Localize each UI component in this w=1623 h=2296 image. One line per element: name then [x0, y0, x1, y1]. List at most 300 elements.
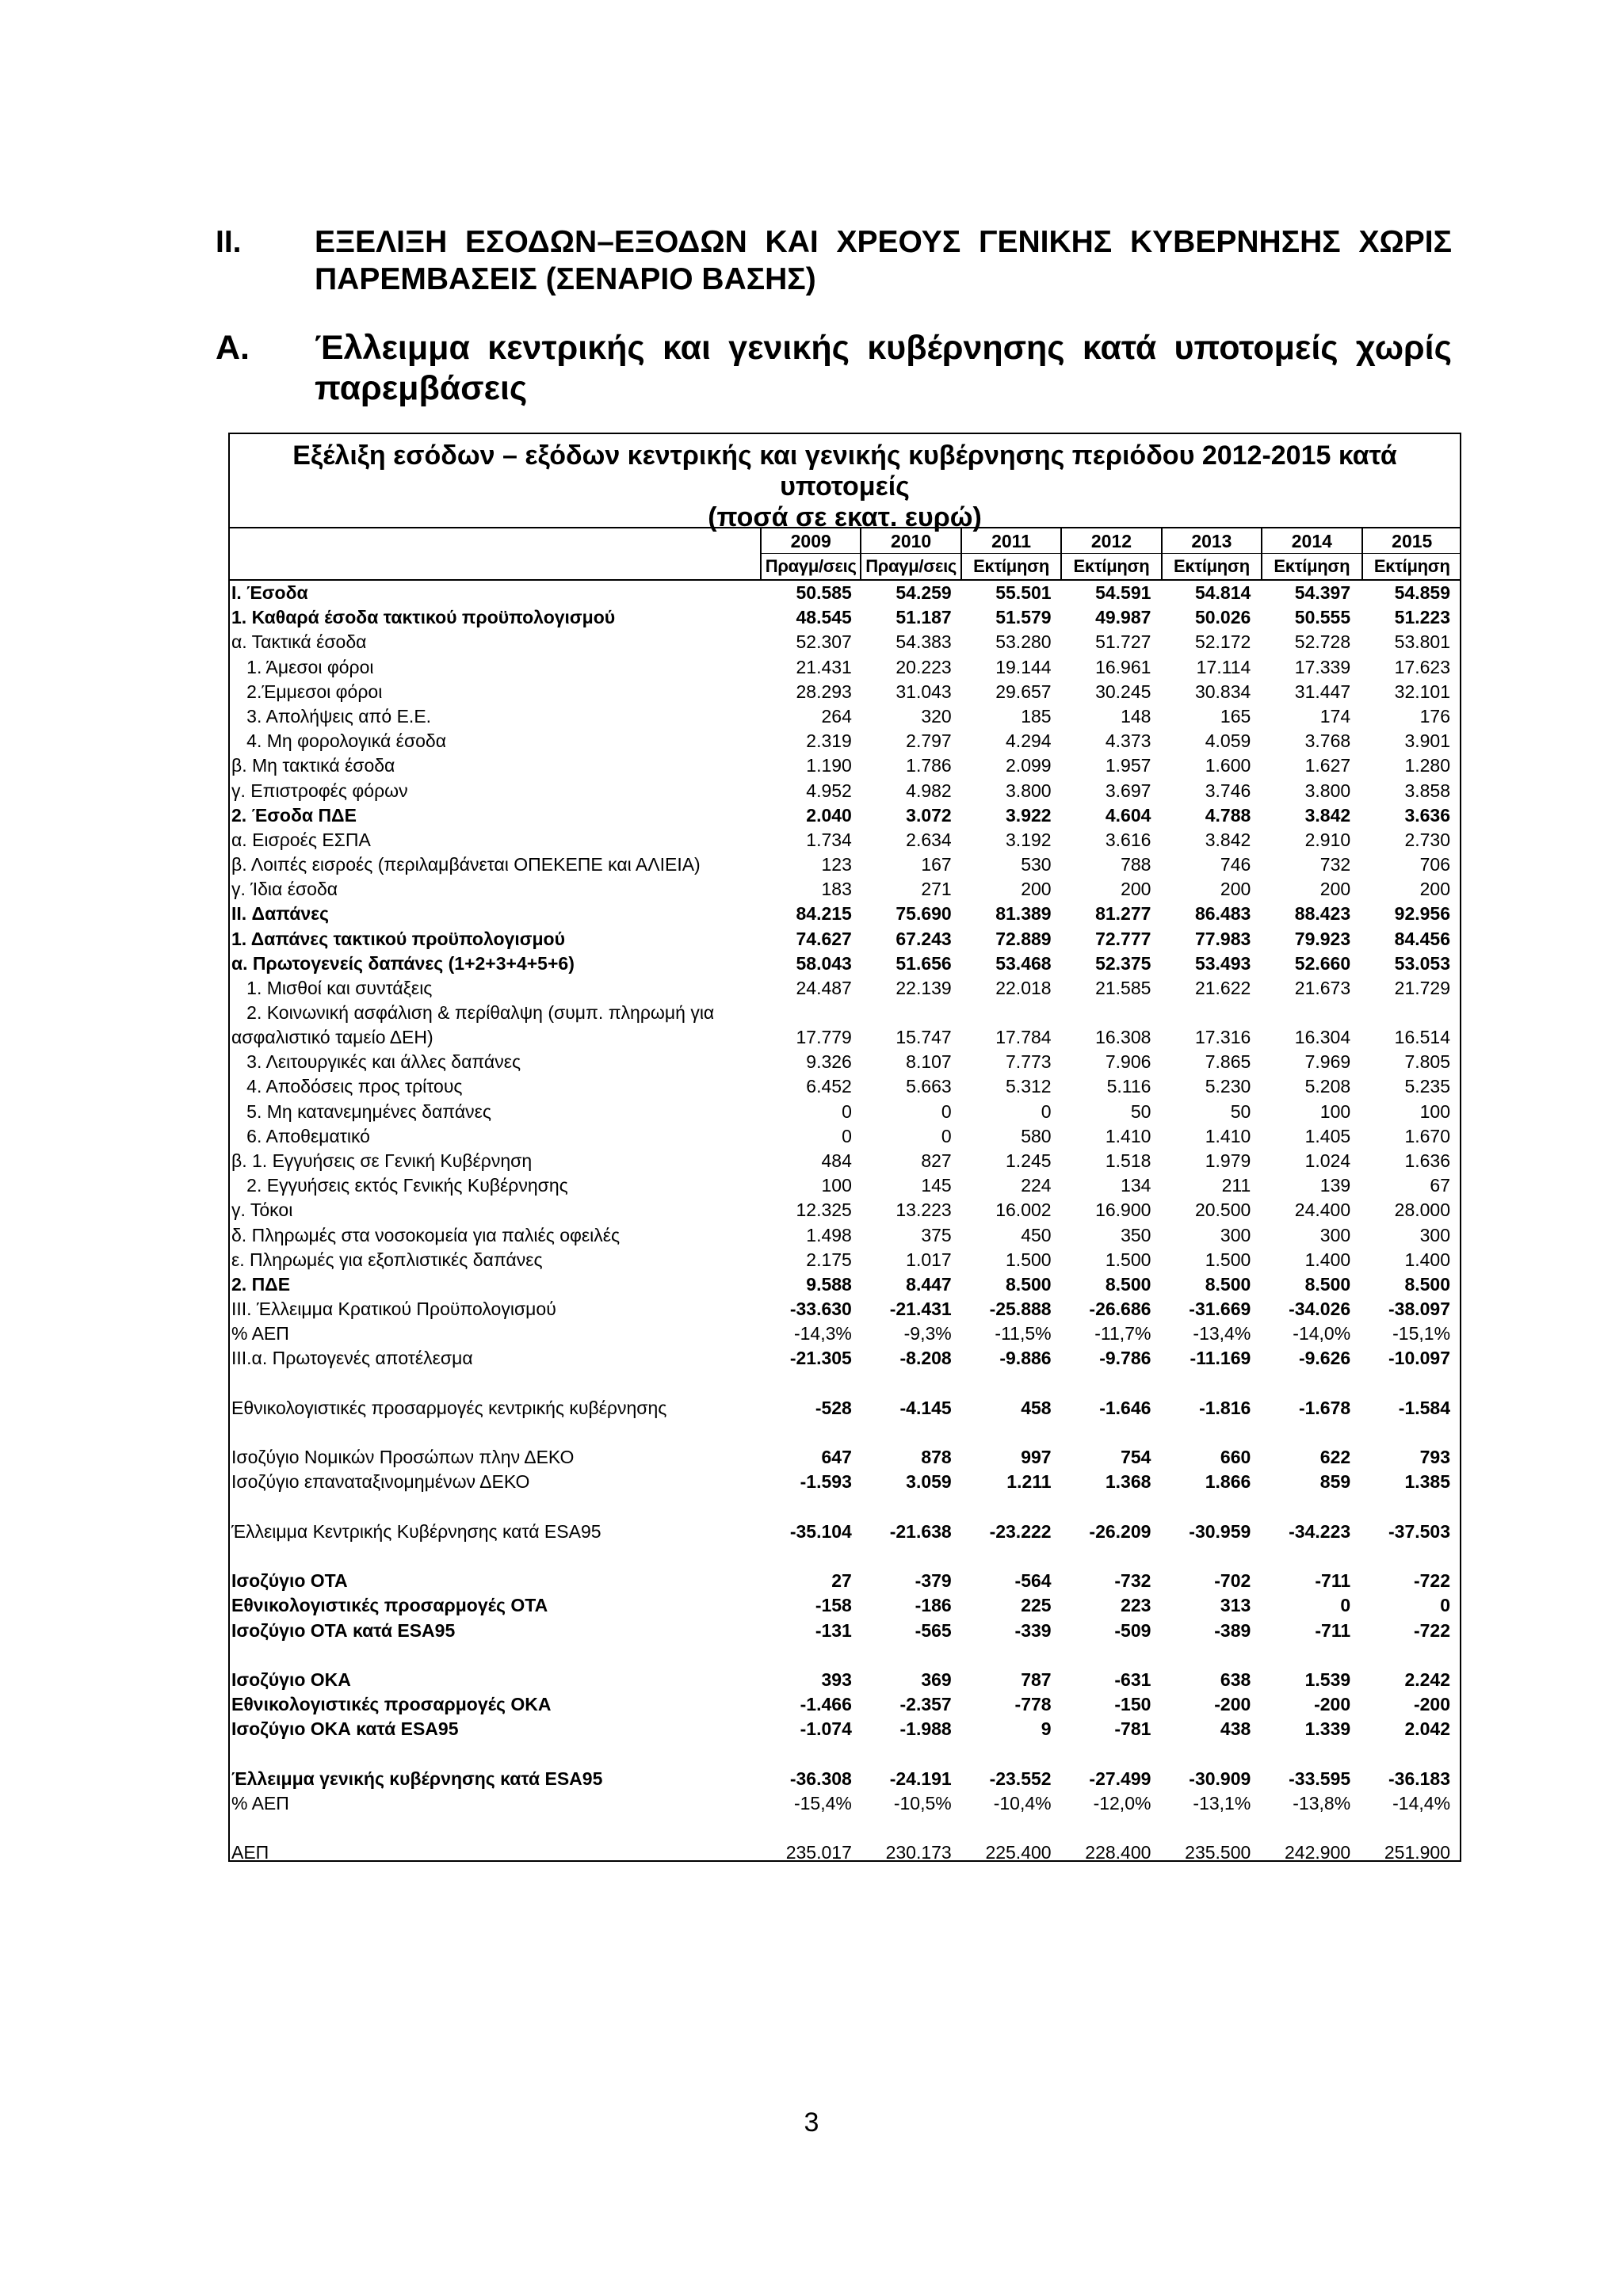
row-value: -33.630 — [789, 1299, 852, 1320]
row-value: 67.243 — [896, 928, 952, 949]
header-year-cell: 2012 — [1060, 528, 1160, 554]
row-label: ε. Πληρωμές για εξοπλιστικές δαπάνες — [231, 1249, 543, 1270]
row-value: 1.539 — [1304, 1669, 1351, 1690]
table-row — [228, 1569, 1461, 1593]
row-value: -10.097 — [1388, 1348, 1451, 1369]
row-value: 2.797 — [906, 730, 952, 752]
row-value: 788 — [1121, 854, 1151, 875]
row-value: -26.209 — [1089, 1520, 1151, 1542]
row-value: 6.452 — [806, 1076, 852, 1097]
table-row — [228, 1840, 1461, 1865]
row-value: -21.638 — [889, 1520, 952, 1542]
row-value: 580 — [1021, 1125, 1052, 1146]
row-value: 647 — [821, 1447, 852, 1468]
table-row — [228, 779, 1461, 803]
row-value: -528 — [815, 1397, 852, 1418]
table-row — [228, 1346, 1461, 1371]
section-number: II. — [216, 225, 242, 259]
row-value: 2.319 — [806, 730, 852, 752]
row-value: 2.042 — [1404, 1718, 1451, 1740]
row-value: 4.982 — [906, 780, 952, 801]
row-value: 3.922 — [1006, 804, 1052, 826]
row-label: 3. Λειτουργικές και άλλες δαπάνες — [231, 1051, 521, 1073]
row-value: 4.952 — [806, 780, 852, 801]
table-row — [228, 1297, 1461, 1322]
table-row — [228, 1791, 1461, 1816]
row-value: 1.339 — [1304, 1718, 1351, 1740]
row-value: 21.431 — [796, 656, 852, 677]
row-label: β. Μη τακτικά έσοδα — [231, 755, 395, 776]
table-caption — [230, 434, 1460, 532]
row-value: 484 — [821, 1150, 852, 1171]
row-value: 16.900 — [1095, 1199, 1151, 1221]
row-value: 0 — [842, 1100, 852, 1122]
row-value: 53.493 — [1194, 952, 1251, 974]
row-value: 31.447 — [1294, 681, 1351, 702]
row-value: 16.308 — [1095, 1027, 1151, 1048]
row-value: 393 — [821, 1669, 852, 1690]
row-value: 8.500 — [1304, 1273, 1351, 1295]
header-year-cell: 2014 — [1261, 528, 1361, 554]
subsection-title-word: χωρίς — [1355, 329, 1452, 367]
table-row — [228, 655, 1461, 680]
row-value: 15.747 — [896, 1027, 952, 1048]
row-value: 53.468 — [995, 952, 1052, 974]
row-label: Ισοζύγιο ΟΤΑ — [231, 1570, 348, 1592]
row-value: -389 — [1214, 1619, 1251, 1641]
row-value: -1.593 — [800, 1471, 852, 1493]
table-row — [228, 1520, 1461, 1544]
row-value: 3.192 — [1006, 829, 1052, 850]
row-value: 74.627 — [796, 928, 852, 949]
row-value: 7.906 — [1105, 1051, 1151, 1073]
table-row — [228, 1198, 1461, 1222]
table-row — [228, 1619, 1461, 1643]
row-value: -38.097 — [1388, 1299, 1451, 1320]
row-value: 58.043 — [796, 952, 852, 974]
row-value: -21.305 — [789, 1348, 852, 1369]
row-value: 24.487 — [796, 978, 852, 998]
row-value: -31.669 — [1189, 1299, 1251, 1320]
row-value: -9.786 — [1099, 1348, 1151, 1369]
row-value: 4.788 — [1205, 804, 1251, 826]
header-status-cell: Εκτίμηση — [960, 554, 1060, 579]
row-label: α. Εισροές ΕΣΠΑ — [231, 829, 371, 850]
row-value: 878 — [921, 1447, 952, 1468]
row-value: -34.223 — [1289, 1520, 1351, 1542]
row-value: 54.397 — [1294, 582, 1351, 603]
row-value: 1.500 — [1006, 1249, 1052, 1270]
row-value: 300 — [1220, 1224, 1251, 1245]
row-value: 86.483 — [1194, 903, 1251, 925]
table-row — [228, 680, 1461, 704]
row-value: 3.616 — [1105, 829, 1151, 850]
table-row — [228, 1692, 1461, 1717]
row-value: 458 — [1021, 1397, 1052, 1418]
row-value: 52.660 — [1294, 952, 1351, 974]
row-value: 48.545 — [796, 607, 852, 628]
row-value: 223 — [1121, 1595, 1151, 1616]
row-value: 1.280 — [1404, 755, 1451, 776]
row-value: 638 — [1220, 1669, 1251, 1690]
row-value: 3.636 — [1404, 804, 1451, 826]
table-row — [228, 704, 1461, 729]
row-value: 72.777 — [1095, 928, 1151, 949]
row-label: 1. Μισθοί και συντάξεις — [231, 978, 433, 998]
row-value: 148 — [1121, 705, 1151, 727]
row-value: 72.889 — [995, 928, 1052, 949]
row-value: 7.805 — [1404, 1051, 1451, 1073]
header-year-cell: 2009 — [760, 528, 860, 554]
row-value: 4.604 — [1105, 804, 1151, 826]
row-value: -9,3% — [903, 1323, 952, 1344]
row-label: γ. Τόκοι — [231, 1199, 293, 1221]
row-value: 242.900 — [1285, 1842, 1351, 1863]
row-value: -14,4% — [1392, 1792, 1451, 1814]
header-status-cell: Εκτίμηση — [1361, 554, 1461, 579]
row-value: 235.500 — [1185, 1842, 1251, 1863]
row-value: 3.800 — [1006, 780, 1052, 801]
row-value: 27 — [831, 1570, 852, 1592]
row-value: 5.235 — [1404, 1076, 1451, 1097]
row-value: -34.026 — [1289, 1299, 1351, 1320]
row-value: 17.114 — [1196, 656, 1251, 677]
row-value: -200 — [1314, 1694, 1351, 1715]
row-value: 224 — [1021, 1175, 1052, 1196]
row-value: 17.623 — [1394, 656, 1451, 677]
row-value: 5.116 — [1106, 1076, 1151, 1097]
row-value: -1.816 — [1199, 1397, 1251, 1418]
row-value: 13.223 — [896, 1199, 952, 1221]
row-value: 30.245 — [1095, 681, 1151, 702]
table-row — [228, 1050, 1461, 1074]
row-value: 50 — [1230, 1100, 1251, 1122]
row-value: 300 — [1419, 1224, 1451, 1245]
table-row — [228, 581, 1461, 605]
table-row — [228, 753, 1461, 778]
row-value: 55.501 — [995, 582, 1052, 603]
table-row — [228, 902, 1461, 926]
row-value: -711 — [1315, 1619, 1351, 1641]
row-value: 167 — [921, 854, 952, 875]
row-value: 22.018 — [995, 978, 1052, 998]
row-value: -732 — [1114, 1570, 1151, 1592]
row-label: β. Λοιπές εισροές (περιλαμβάνεται ΟΠΕΚΕΠΕ και ΑΛΙΕΙΑ) — [231, 854, 701, 875]
table-spacer-row — [228, 1816, 1461, 1840]
row-label: Εθνικολογιστικές προσαρμογές ΟΤΑ — [231, 1595, 548, 1616]
row-value: 264 — [821, 705, 852, 727]
row-value: 1.400 — [1404, 1249, 1451, 1270]
table-body — [228, 581, 1461, 1865]
row-value: -711 — [1315, 1570, 1351, 1592]
row-value: 21.729 — [1394, 978, 1451, 998]
row-value: 5.208 — [1304, 1076, 1351, 1097]
table-row — [228, 1100, 1461, 1124]
row-value: 2.099 — [1006, 755, 1052, 776]
row-value: 530 — [1021, 854, 1052, 875]
row-label: α. Πρωτογενείς δαπάνες (1+2+3+4+5+6) — [231, 952, 575, 974]
row-value: -9.626 — [1298, 1348, 1351, 1369]
row-label: I. Έσοδα — [231, 582, 308, 603]
row-value: 145 — [921, 1175, 952, 1196]
subsection-title-line2: παρεμβάσεις — [315, 369, 528, 407]
row-label: 3. Απολήψεις από Ε.Ε. — [231, 705, 432, 727]
table-row — [228, 630, 1461, 654]
row-value: 350 — [1121, 1224, 1151, 1245]
row-value: 30.834 — [1194, 681, 1251, 702]
row-value: 81.389 — [995, 903, 1052, 925]
row-label: 2. ΠΔΕ — [231, 1273, 291, 1295]
row-value: -781 — [1114, 1718, 1151, 1740]
row-value: 51.579 — [995, 607, 1052, 628]
row-value: 75.690 — [896, 903, 952, 925]
subsection-title-word: Έλλειμμα — [315, 329, 470, 367]
row-value: 4.059 — [1205, 730, 1251, 752]
row-value: 3.768 — [1304, 730, 1351, 752]
row-value: 997 — [1021, 1447, 1052, 1468]
subsection-title-word: και — [663, 329, 711, 367]
table-spacer-row — [228, 1741, 1461, 1766]
row-value: -631 — [1114, 1669, 1151, 1690]
row-value: -564 — [1014, 1570, 1052, 1592]
row-value: 8.500 — [1205, 1273, 1251, 1295]
row-value: 24.400 — [1294, 1199, 1351, 1221]
row-value: 1.500 — [1105, 1249, 1151, 1270]
row-value: 1.368 — [1105, 1471, 1151, 1493]
row-value: 67 — [1430, 1175, 1451, 1196]
row-value: 3.746 — [1205, 780, 1251, 801]
row-value: 622 — [1319, 1447, 1351, 1468]
row-value: 2.175 — [806, 1249, 852, 1270]
row-value: 313 — [1220, 1595, 1251, 1616]
row-value: 1.410 — [1105, 1125, 1151, 1146]
row-value: -158 — [815, 1595, 852, 1616]
row-label: 6. Αποθεματικό — [231, 1125, 370, 1146]
row-value: 1.979 — [1205, 1150, 1251, 1171]
row-value: 9 — [1041, 1718, 1052, 1740]
row-value: 4.373 — [1105, 730, 1151, 752]
row-value: 859 — [1319, 1471, 1351, 1493]
row-value: 54.814 — [1194, 582, 1251, 603]
row-value: 134 — [1121, 1175, 1151, 1196]
row-value: 5.312 — [1006, 1076, 1052, 1097]
row-value: 200 — [1419, 879, 1451, 900]
row-value: -12,0% — [1093, 1792, 1151, 1814]
row-value: 228.400 — [1085, 1842, 1151, 1863]
row-value: 3.072 — [906, 804, 952, 826]
row-value: -13,4% — [1193, 1323, 1251, 1344]
row-value: -8.208 — [899, 1348, 952, 1369]
row-value: 3.059 — [906, 1471, 952, 1493]
row-value: -200 — [1413, 1694, 1451, 1715]
row-value: -778 — [1014, 1694, 1052, 1715]
table-row — [228, 828, 1461, 852]
row-value: -30.959 — [1189, 1520, 1251, 1542]
row-label: γ. Επιστροφές φόρων — [231, 780, 408, 801]
row-value: -1.988 — [899, 1718, 952, 1740]
table-row — [228, 803, 1461, 828]
row-value: -1.678 — [1298, 1397, 1351, 1418]
row-value: 1.734 — [806, 829, 852, 850]
table-spacer-row — [228, 1643, 1461, 1668]
header-status-cell: Εκτίμηση — [1261, 554, 1361, 579]
row-value: -14,3% — [793, 1323, 852, 1344]
row-value: 16.304 — [1294, 1027, 1351, 1048]
row-value: 100 — [821, 1175, 852, 1196]
row-label: 2.Έμμεσοι φόροι — [231, 681, 383, 702]
row-value: 50 — [1130, 1100, 1151, 1122]
row-value: -15,4% — [793, 1792, 852, 1814]
row-value: 100 — [1319, 1100, 1351, 1122]
header-years-row — [228, 527, 1461, 554]
row-value: 3.901 — [1404, 730, 1451, 752]
row-label: Εθνικολογιστικές προσαρμογές ΟΚΑ — [231, 1694, 552, 1715]
table-row — [228, 952, 1461, 976]
row-value: 84.215 — [796, 903, 852, 925]
row-value: 0 — [1340, 1595, 1351, 1616]
row-value: -565 — [915, 1619, 952, 1641]
row-value: 81.277 — [1095, 903, 1151, 925]
row-value: 732 — [1319, 854, 1351, 875]
row-value: 185 — [1021, 705, 1052, 727]
row-value: -11.169 — [1190, 1348, 1251, 1369]
header-year-cell: 2010 — [860, 528, 960, 554]
header-status-row — [228, 554, 1461, 581]
row-value: 0 — [941, 1125, 952, 1146]
table-row — [228, 1223, 1461, 1248]
subsection-title-word: κεντρικής — [487, 329, 645, 367]
row-value: 16.514 — [1394, 1027, 1451, 1048]
table-row — [228, 1470, 1461, 1494]
row-value: 1.957 — [1105, 755, 1151, 776]
table-row — [228, 852, 1461, 877]
row-value: 300 — [1319, 1224, 1351, 1245]
row-value: 1.636 — [1404, 1150, 1451, 1171]
row-value: 1.245 — [1006, 1150, 1052, 1171]
row-value: -1.646 — [1099, 1397, 1151, 1418]
row-value: 1.600 — [1205, 755, 1251, 776]
row-value: 19.144 — [995, 656, 1052, 677]
row-value: -13,8% — [1293, 1792, 1351, 1814]
row-label: 1. Καθαρά έσοδα τακτικού προϋπολογισμού — [231, 607, 616, 628]
table-spacer-row — [228, 1495, 1461, 1520]
row-label: 1. Άμεσοι φόροι — [231, 656, 374, 677]
row-value: 1.024 — [1304, 1150, 1351, 1171]
row-value: 2.910 — [1304, 829, 1351, 850]
row-value: 52.307 — [796, 631, 852, 653]
table-spacer-row — [228, 1371, 1461, 1396]
row-label: % ΑΕΠ — [231, 1323, 289, 1344]
row-label: III.α. Πρωτογενές αποτέλεσμα — [231, 1348, 473, 1369]
row-value: 375 — [921, 1224, 952, 1245]
row-value: 438 — [1220, 1718, 1251, 1740]
row-value: 20.500 — [1194, 1199, 1251, 1221]
header-status-cell: Εκτίμηση — [1161, 554, 1261, 579]
table-row — [228, 1396, 1461, 1421]
row-value: 3.842 — [1205, 829, 1251, 850]
row-value: -9.886 — [999, 1348, 1052, 1369]
row-value: 2.634 — [906, 829, 952, 850]
row-label: Έλλειμμα γενικής κυβέρνησης κατά ESA95 — [231, 1768, 603, 1789]
table-row — [228, 1001, 1461, 1050]
row-value: 17.316 — [1194, 1027, 1251, 1048]
row-value: 1.017 — [906, 1249, 952, 1270]
table-row — [228, 605, 1461, 630]
row-value: 52.172 — [1194, 631, 1251, 653]
subsection-title-word: υποτομείς — [1174, 329, 1338, 367]
row-value: 52.375 — [1095, 952, 1151, 974]
subsection-title-word: κυβέρνησης — [867, 329, 1065, 367]
table-row — [228, 927, 1461, 952]
table-caption-line2: (ποσά σε εκατ. ευρώ) — [708, 502, 982, 532]
row-value: 49.987 — [1095, 607, 1151, 628]
header-status-cell: Εκτίμηση — [1060, 554, 1160, 579]
row-value: 88.423 — [1294, 903, 1351, 925]
row-value: 92.956 — [1394, 903, 1451, 925]
row-value: 79.923 — [1294, 928, 1351, 949]
row-value: -131 — [815, 1619, 852, 1641]
row-value: 793 — [1419, 1447, 1451, 1468]
row-value: 4.294 — [1006, 730, 1052, 752]
row-value: -23.222 — [989, 1520, 1052, 1542]
row-value: 17.779 — [796, 1027, 852, 1048]
row-value: 53.801 — [1394, 631, 1451, 653]
row-value: 746 — [1220, 854, 1251, 875]
table-row — [228, 1767, 1461, 1791]
row-value: -36.308 — [789, 1768, 852, 1789]
row-value: 28.000 — [1394, 1199, 1451, 1221]
row-value: -1.074 — [800, 1718, 852, 1740]
page-number: 3 — [804, 2107, 819, 2138]
row-label: III. Έλλειμμα Κρατικού Προϋπολογισμού — [231, 1299, 556, 1320]
header-year-cell: 2011 — [960, 528, 1060, 554]
row-label: 2. Έσοδα ΠΔΕ — [231, 804, 357, 826]
header-blank — [228, 528, 760, 554]
row-value: -379 — [915, 1570, 952, 1592]
row-value: -1.466 — [800, 1694, 852, 1715]
table-spacer-row — [228, 1421, 1461, 1445]
row-value: 225.400 — [985, 1842, 1052, 1863]
row-value: 28.293 — [796, 681, 852, 702]
row-value: 200 — [1021, 879, 1052, 900]
row-label: Ισοζύγιο ΟΚΑ — [231, 1669, 351, 1690]
row-value: 54.259 — [896, 582, 952, 603]
subsection-title — [315, 328, 1452, 409]
row-value: 17.784 — [995, 1027, 1052, 1048]
row-value: 225 — [1021, 1595, 1052, 1616]
row-value: 100 — [1419, 1100, 1451, 1122]
row-value: -4.145 — [899, 1397, 952, 1418]
table-caption-line1: Εξέλιξη εσόδων – εξόδων κεντρικής και γενικής κυβέρνησης περιόδου 2012-2015 κατά υποτομείς — [292, 441, 1397, 502]
row-label: Ισοζύγιο Νομικών Προσώπων πλην ΔΕΚΟ — [231, 1447, 575, 1468]
row-value: 8.500 — [1105, 1273, 1151, 1295]
table-row — [228, 1322, 1461, 1346]
row-value: -35.104 — [789, 1520, 852, 1542]
row-value: 21.585 — [1095, 978, 1151, 998]
subsection-title-word: γενικής — [728, 329, 850, 367]
row-label: Ισοζύγιο ΟΤΑ κατά ESA95 — [231, 1619, 456, 1641]
header-year-cell: 2015 — [1361, 528, 1461, 554]
table-spacer-row — [228, 1544, 1461, 1569]
row-value: 200 — [1220, 879, 1251, 900]
row-value: 7.773 — [1006, 1051, 1052, 1073]
row-label: Έλλειμμα Κεντρικής Κυβέρνησης κατά ESA95 — [231, 1520, 601, 1542]
row-value: 165 — [1220, 705, 1251, 727]
row-value: 369 — [921, 1669, 952, 1690]
row-value: 1.400 — [1304, 1249, 1351, 1270]
table-row — [228, 1149, 1461, 1173]
row-value: 8.447 — [906, 1273, 952, 1295]
